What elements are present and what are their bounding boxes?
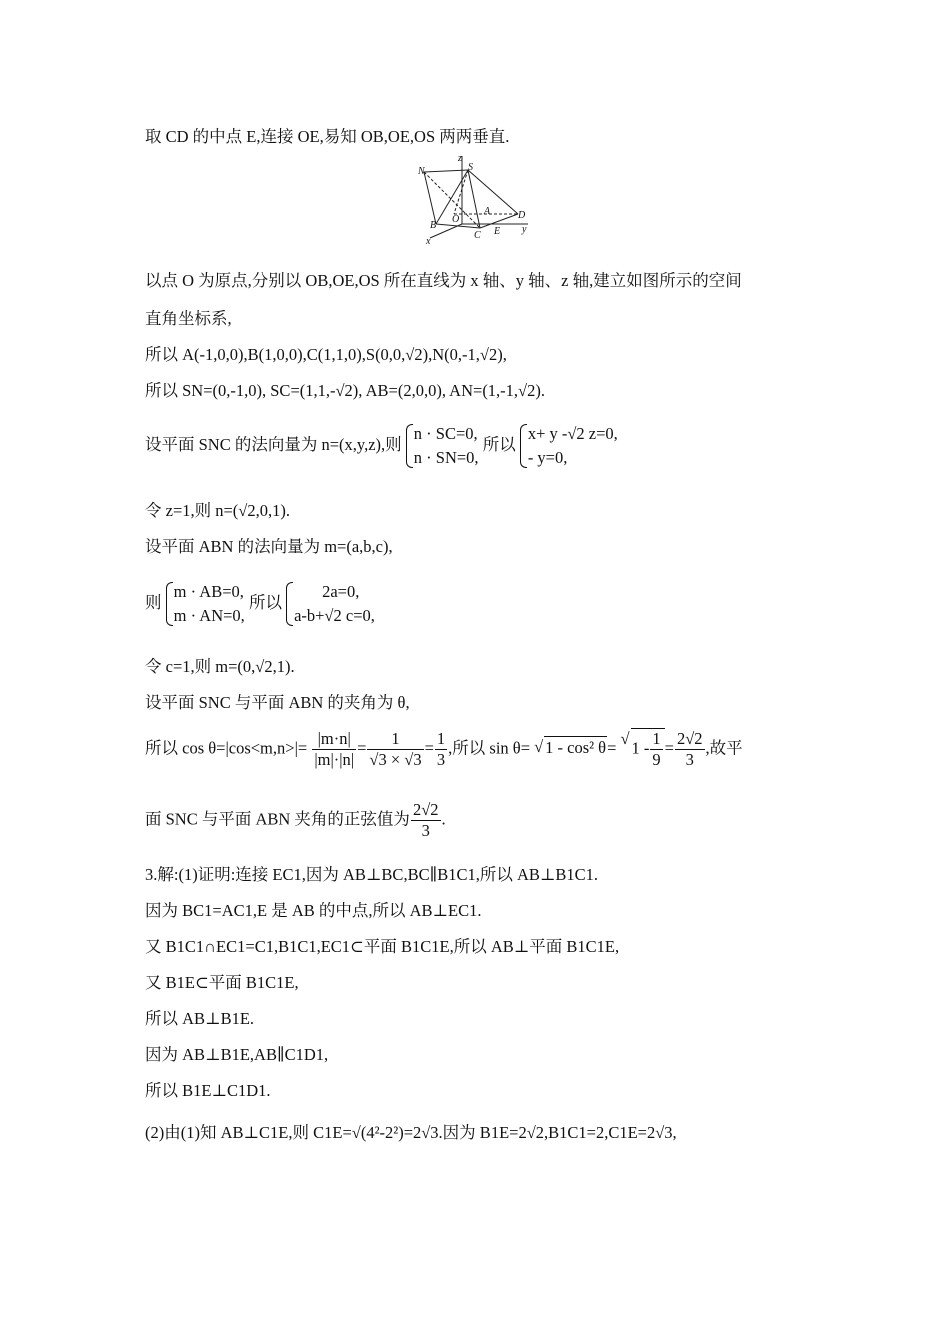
text-line-8: 设平面 ABN 的法向量为 m=(a,b,c), (145, 537, 393, 556)
fraction-one-third-num: 1 (436, 729, 446, 748)
text-line-19: 因为 AB⊥B1E,AB∥C1D1, (145, 1045, 329, 1064)
fraction-one-third-den: 3 (436, 750, 446, 769)
fraction-sine-answer-num: 2√2 (412, 800, 439, 819)
fig-label-c: C (474, 230, 481, 241)
system-snc-solved-row-2: - y=0, (527, 448, 568, 467)
fig-label-d: D (518, 210, 526, 221)
text-line-17: 又 B1E⊂平面 B1C1E, (145, 973, 299, 992)
root-sin-body: 1 - cos² θ (545, 738, 607, 758)
line6-so: 所以 (482, 434, 516, 454)
fraction-ninth-num: 1 (652, 729, 661, 748)
line12-lead: 所以 cos θ=|cos<m,n>|= (145, 738, 308, 758)
root-one-minus-ninth (621, 728, 665, 770)
system-snc-solved (520, 422, 618, 470)
system-abn-solved-row-2: a-b+√2 c=0, (294, 606, 375, 625)
text-line-4: 所以 A(-1,0,0),B(1,0,0),C(1,1,0),S(0,0,√2),N(0,-1,√2), (145, 345, 507, 364)
text-line-21: (2)由(1)知 AB⊥C1E,则 C1E=√(4²-2²)=2√3.因为 B1E=2√2,B1C1=2,C1E=2√3, (145, 1123, 677, 1142)
text-line-11: 设平面 SNC 与平面 ABN 的夹角为 θ, (145, 693, 410, 712)
fraction-result-num: 2√2 (676, 729, 703, 748)
system-abn-row-1: m · AB=0, (173, 582, 244, 601)
root-one-minus-ninth-body (631, 728, 665, 770)
text-line-18: 所以 AB⊥B1E. (145, 1009, 255, 1028)
fraction-ninth-den: 9 (652, 750, 661, 769)
fig-label-b: B (430, 220, 437, 231)
system-snc-row-1: n · SC=0, (413, 424, 478, 443)
root-sin (534, 736, 607, 759)
text-line-14: 3.解:(1)证明:连接 EC1,因为 AB⊥BC,BC∥B1C1,所以 AB⊥B1C1. (145, 865, 599, 884)
line13-tail: . (441, 809, 446, 829)
fraction-mn-num: |m·n| (312, 729, 356, 750)
fig-label-o: O (452, 214, 460, 225)
line9-so: 所以 (248, 592, 282, 612)
fig-label-z: z (458, 153, 462, 164)
line12-tail: ,故平 (705, 738, 743, 758)
fraction-ninth (650, 729, 662, 770)
text-line-5: 所以 SN=(0,-1,0), SC=(1,1,-√2), AB=(2,0,0), AN=(1,-1,√2). (145, 381, 545, 400)
fig-label-y: y (522, 224, 527, 235)
fraction-result-den: 3 (685, 750, 694, 769)
fig-label-n: N (418, 166, 425, 177)
fraction-mn (312, 729, 356, 770)
system-abn-solved (286, 580, 375, 628)
system-snc (406, 422, 479, 470)
line12-eq: = (607, 738, 617, 758)
text-line-16: 又 B1C1∩EC1=C1,B1C1,EC1⊂平面 B1C1E,所以 AB⊥平面 B1C1E, (145, 937, 620, 956)
fraction-one-over-root-den: √3 × √3 (369, 750, 422, 769)
line9-lead: 则 (145, 592, 162, 612)
fig-label-e: E (494, 226, 501, 237)
root-one-minus-label: 1 - (631, 738, 650, 758)
fig-label-s: S (468, 162, 473, 173)
system-abn-solved-row-1: 2a=0, (322, 582, 360, 601)
fraction-result (675, 729, 705, 770)
text-line-6 (145, 422, 618, 470)
fraction-mn-den: |m|·|n| (314, 750, 355, 769)
text-line-10: 令 c=1,则 m=(0,√2,1). (145, 657, 295, 676)
system-abn-row-2: m · AN=0, (173, 606, 245, 625)
text-line-13 (145, 800, 446, 841)
line13-lead: 面 SNC 与平面 ABN 夹角的正弦值为 (145, 809, 410, 829)
fraction-one-over-root (367, 729, 423, 770)
text-line-12: 所以 cos θ=|cos<m,n>|= $\frac{|m\cdot n|}{|m|\cdot|n|}$ = $\frac{1}{√3 \times √3}$ = $\frac{1}{3}$ ,所以 sin θ= √ 1 - cos² θ= √ 1 - $\frac{1}{9}$ = $\frac{2√2}{3}$ ,故平 (145, 728, 743, 770)
line6-lead: 设平面 SNC 的法向量为 n=(x,y,z),则 (145, 434, 402, 454)
system-snc-solved-row-1: x+ y -√2 z=0, (527, 424, 618, 443)
text-line-3: 直角坐标系, (145, 309, 232, 328)
fig-label-a: A (484, 206, 491, 217)
text-line-9 (145, 580, 375, 628)
text-line-20: 所以 B1E⊥C1D1. (145, 1081, 271, 1100)
fraction-sine-answer (411, 800, 441, 841)
system-snc-row-2: n · SN=0, (413, 448, 479, 467)
system-abn (166, 580, 245, 628)
fig-label-x: x (426, 236, 431, 247)
fraction-one-over-root-num: 1 (367, 729, 423, 750)
text-line-1: 取 CD 的中点 E,连接 OE,易知 OB,OE,OS 两两垂直. (145, 127, 510, 146)
text-line-2: 以点 O 为原点,分别以 OB,OE,OS 所在直线为 x 轴、y 轴、z 轴,建立如图所示的空间 (145, 271, 742, 290)
line12-sin: ,所以 sin θ= (448, 738, 530, 758)
coordinate-figure (418, 152, 538, 248)
text-line-7: 令 z=1,则 n=(√2,0,1). (145, 501, 290, 520)
text-line-15: 因为 BC1=AC1,E 是 AB 的中点,所以 AB⊥EC1. (145, 901, 482, 920)
fraction-sine-answer-den: 3 (421, 821, 430, 840)
fraction-one-third (435, 729, 447, 770)
